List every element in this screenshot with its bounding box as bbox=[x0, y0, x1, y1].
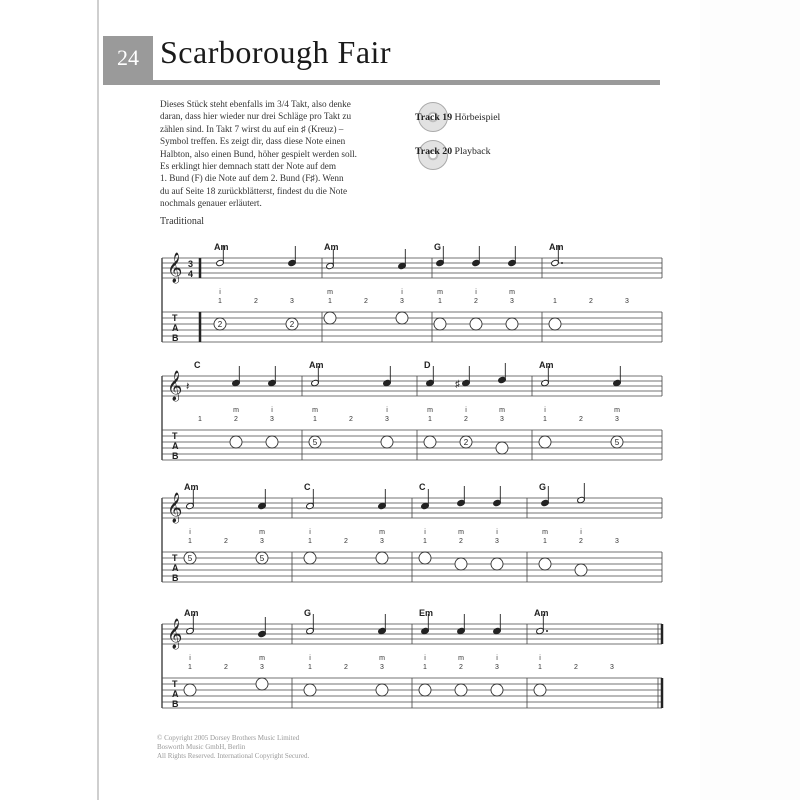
treble-clef: 𝄞 bbox=[167, 492, 183, 522]
chord-symbol: Em bbox=[419, 608, 434, 618]
beat-count: 2 bbox=[459, 538, 463, 545]
treble-clef: 𝄞 bbox=[167, 370, 183, 400]
note-dot bbox=[546, 630, 548, 632]
fingering-label: m bbox=[542, 529, 548, 536]
fingering-label: m bbox=[509, 289, 515, 296]
copyright-line: All Rights Reserved. International Copyright Secured. bbox=[157, 752, 310, 760]
chord-symbol: G bbox=[304, 608, 312, 618]
fingering-label: m bbox=[614, 407, 620, 414]
fingering-label: m bbox=[233, 407, 239, 414]
note-dot bbox=[561, 262, 563, 264]
intro-line: daran, dass hier wieder nur drei Schläge pro Takt zu bbox=[160, 111, 352, 122]
beat-count: 1 bbox=[543, 538, 547, 545]
beat-count: 3 bbox=[495, 538, 499, 545]
tab-note bbox=[424, 436, 436, 448]
chord-symbol: Am bbox=[309, 360, 324, 370]
beat-count: 3 bbox=[260, 538, 264, 545]
beat-count: 3 bbox=[270, 416, 274, 423]
chord-symbol: C bbox=[304, 482, 311, 492]
tab-fret-number: 5 bbox=[259, 554, 265, 563]
beat-count: 2 bbox=[474, 298, 478, 305]
copyright-line: © Copyright 2005 Dorsey Brothers Music Limited bbox=[157, 734, 300, 742]
chord-symbol: Am bbox=[534, 608, 549, 618]
fingering-label: i bbox=[309, 529, 311, 536]
beat-count: 3 bbox=[380, 538, 384, 545]
tab-note bbox=[396, 312, 408, 324]
beat-count: 2 bbox=[364, 298, 368, 305]
beat-count: 2 bbox=[344, 664, 348, 671]
tab-note bbox=[455, 684, 467, 696]
tab-note bbox=[491, 558, 503, 570]
fingering-label: m bbox=[379, 655, 385, 662]
tab-note bbox=[324, 312, 336, 324]
fingering-label: i bbox=[496, 529, 498, 536]
fingering-label: m bbox=[327, 289, 333, 296]
beat-count: 1 bbox=[308, 538, 312, 545]
fingering-label: m bbox=[379, 529, 385, 536]
intro-line: Dieses Stück steht ebenfalls im 3/4 Takt, also denke bbox=[160, 99, 351, 109]
fingering-label: i bbox=[544, 407, 546, 414]
quarter-rest: 𝄽 bbox=[186, 381, 190, 393]
fingering-label: m bbox=[259, 529, 265, 536]
tab-note bbox=[434, 318, 446, 330]
tab-note bbox=[491, 684, 503, 696]
tab-fret-number: 2 bbox=[217, 320, 223, 329]
copyright-line: Bosworth Music GmbH, Berlin bbox=[157, 743, 246, 751]
tab-letter: A bbox=[172, 563, 179, 573]
time-signature-bottom: 4 bbox=[188, 269, 194, 279]
beat-count: 1 bbox=[423, 664, 427, 671]
treble-clef: 𝄞 bbox=[167, 618, 183, 648]
beat-count: 2 bbox=[464, 416, 468, 423]
beat-count: 1 bbox=[313, 416, 317, 423]
chord-symbol: G bbox=[539, 482, 547, 492]
tab-letter: A bbox=[172, 441, 179, 451]
fingering-label: m bbox=[499, 407, 505, 414]
tab-note bbox=[419, 552, 431, 564]
chord-symbol: Am bbox=[549, 242, 564, 252]
fingering-label: i bbox=[219, 289, 221, 296]
tab-note bbox=[496, 442, 508, 454]
beat-count: 3 bbox=[500, 416, 504, 423]
page-title: Scarborough Fair bbox=[160, 34, 392, 70]
beat-count: 3 bbox=[615, 416, 619, 423]
beat-count: 1 bbox=[328, 298, 332, 305]
tab-note bbox=[230, 436, 242, 448]
tab-note bbox=[184, 684, 196, 696]
copyright bbox=[157, 734, 309, 761]
beat-count: 2 bbox=[344, 538, 348, 545]
fingering-label: i bbox=[309, 655, 311, 662]
tab-note bbox=[266, 436, 278, 448]
beat-count: 1 bbox=[198, 416, 202, 423]
tab-fret-number: 5 bbox=[312, 438, 318, 447]
fingering-label: i bbox=[539, 655, 541, 662]
fingering-label: m bbox=[458, 529, 464, 536]
tab-note bbox=[455, 558, 467, 570]
fingering-label: i bbox=[189, 655, 191, 662]
tab-letter: A bbox=[172, 323, 179, 333]
tab-fret-number: 2 bbox=[463, 438, 469, 447]
fingering-label: i bbox=[271, 407, 273, 414]
fingering-label: i bbox=[475, 289, 477, 296]
tab-letter: B bbox=[172, 451, 179, 461]
tab-note bbox=[256, 678, 268, 690]
beat-count: 1 bbox=[188, 538, 192, 545]
chord-symbol: Am bbox=[214, 242, 229, 252]
tab-fret-number: 5 bbox=[187, 554, 193, 563]
track-label: Track 20 bbox=[415, 146, 453, 157]
tab-note bbox=[304, 684, 316, 696]
chord-symbol: C bbox=[194, 360, 201, 370]
fingering-label: i bbox=[401, 289, 403, 296]
treble-clef: 𝄞 bbox=[167, 252, 183, 282]
intro-line: Es erklingt hier demnach statt der Note auf dem bbox=[160, 161, 337, 172]
tab-note bbox=[575, 564, 587, 576]
tab-letter: A bbox=[172, 689, 179, 699]
intro-line: 1. Bund (F) die Note auf dem 2. Bund (F♯). Wenn bbox=[160, 173, 344, 184]
fingering-label: i bbox=[424, 655, 426, 662]
intro-line: nochmals genauer erläutert. bbox=[160, 198, 262, 209]
tab-fret-number: 5 bbox=[614, 438, 620, 447]
beat-count: 3 bbox=[615, 538, 619, 545]
chord-symbol: Am bbox=[184, 608, 199, 618]
track-desc: Hörbeispiel bbox=[452, 112, 501, 123]
intro-line: zählen sind. In Takt 7 wirst du auf ein ♯ (Kreuz) – bbox=[160, 123, 344, 134]
fingering-label: i bbox=[424, 529, 426, 536]
beat-count: 3 bbox=[385, 416, 389, 423]
tab-letter: T bbox=[172, 313, 178, 323]
beat-count: 3 bbox=[380, 664, 384, 671]
tab-letter: B bbox=[172, 333, 179, 343]
tab-fret-number: 2 bbox=[289, 320, 295, 329]
tab-note bbox=[549, 318, 561, 330]
beat-count: 1 bbox=[308, 664, 312, 671]
tab-note bbox=[470, 318, 482, 330]
chord-symbol: Am bbox=[184, 482, 199, 492]
tab-note bbox=[539, 558, 551, 570]
composer: Traditional bbox=[160, 216, 205, 227]
tab-note bbox=[304, 552, 316, 564]
fingering-label: i bbox=[465, 407, 467, 414]
page-number: 24 bbox=[103, 36, 153, 80]
beat-count: 2 bbox=[234, 416, 238, 423]
fingering-label: m bbox=[427, 407, 433, 414]
chord-symbol: Am bbox=[324, 242, 339, 252]
tab-letter: T bbox=[172, 431, 178, 441]
sharp-sign: ♯ bbox=[455, 379, 460, 390]
beat-count: 3 bbox=[260, 664, 264, 671]
intro-line: du auf Seite 18 zurückblätterst, findest du die Note bbox=[160, 185, 348, 196]
chord-symbol: Am bbox=[539, 360, 554, 370]
fingering-label: i bbox=[580, 529, 582, 536]
tab-note bbox=[506, 318, 518, 330]
chord-symbol: D bbox=[424, 360, 431, 370]
beat-count: 3 bbox=[625, 298, 629, 305]
beat-count: 2 bbox=[349, 416, 353, 423]
beat-count: 2 bbox=[579, 416, 583, 423]
beat-count: 3 bbox=[495, 664, 499, 671]
track-label: Track 19 bbox=[415, 112, 453, 123]
beat-count: 3 bbox=[290, 298, 294, 305]
beat-count: 2 bbox=[574, 664, 578, 671]
fingering-label: m bbox=[259, 655, 265, 662]
beat-count: 2 bbox=[254, 298, 258, 305]
beat-count: 3 bbox=[510, 298, 514, 305]
beat-count: 1 bbox=[428, 416, 432, 423]
beat-count: 1 bbox=[543, 416, 547, 423]
intro-line: Halbton, also einen Bund, höher gespielt werden soll. bbox=[160, 148, 357, 159]
beat-count: 1 bbox=[538, 664, 542, 671]
beat-count: 1 bbox=[553, 298, 557, 305]
time-signature-top: 3 bbox=[188, 259, 194, 269]
chord-symbol: G bbox=[434, 242, 442, 252]
beat-count: 1 bbox=[188, 664, 192, 671]
tab-note bbox=[376, 684, 388, 696]
beat-count: 2 bbox=[224, 664, 228, 671]
fingering-label: m bbox=[437, 289, 443, 296]
tab-letter: T bbox=[172, 679, 178, 689]
beat-count: 2 bbox=[224, 538, 228, 545]
beat-count: 1 bbox=[423, 538, 427, 545]
beat-count: 1 bbox=[218, 298, 222, 305]
tab-letter: B bbox=[172, 573, 179, 583]
beat-count: 3 bbox=[400, 298, 404, 305]
intro-line: Symbol treffen. Es zeigt dir, dass diese Note einen bbox=[160, 136, 346, 147]
tab-note bbox=[534, 684, 546, 696]
fingering-label: i bbox=[189, 529, 191, 536]
tab-note bbox=[381, 436, 393, 448]
fingering-label: i bbox=[496, 655, 498, 662]
tab-note bbox=[419, 684, 431, 696]
fingering-label: m bbox=[312, 407, 318, 414]
fingering-label: m bbox=[458, 655, 464, 662]
tab-note bbox=[539, 436, 551, 448]
beat-count: 2 bbox=[589, 298, 593, 305]
track-desc: Playback bbox=[452, 146, 491, 157]
beat-count: 2 bbox=[579, 538, 583, 545]
tab-letter: B bbox=[172, 699, 179, 709]
beat-count: 1 bbox=[438, 298, 442, 305]
fingering-label: i bbox=[386, 407, 388, 414]
chord-symbol: C bbox=[419, 482, 426, 492]
beat-count: 3 bbox=[610, 664, 614, 671]
tab-note bbox=[376, 552, 388, 564]
beat-count: 2 bbox=[459, 664, 463, 671]
tab-letter: T bbox=[172, 553, 178, 563]
